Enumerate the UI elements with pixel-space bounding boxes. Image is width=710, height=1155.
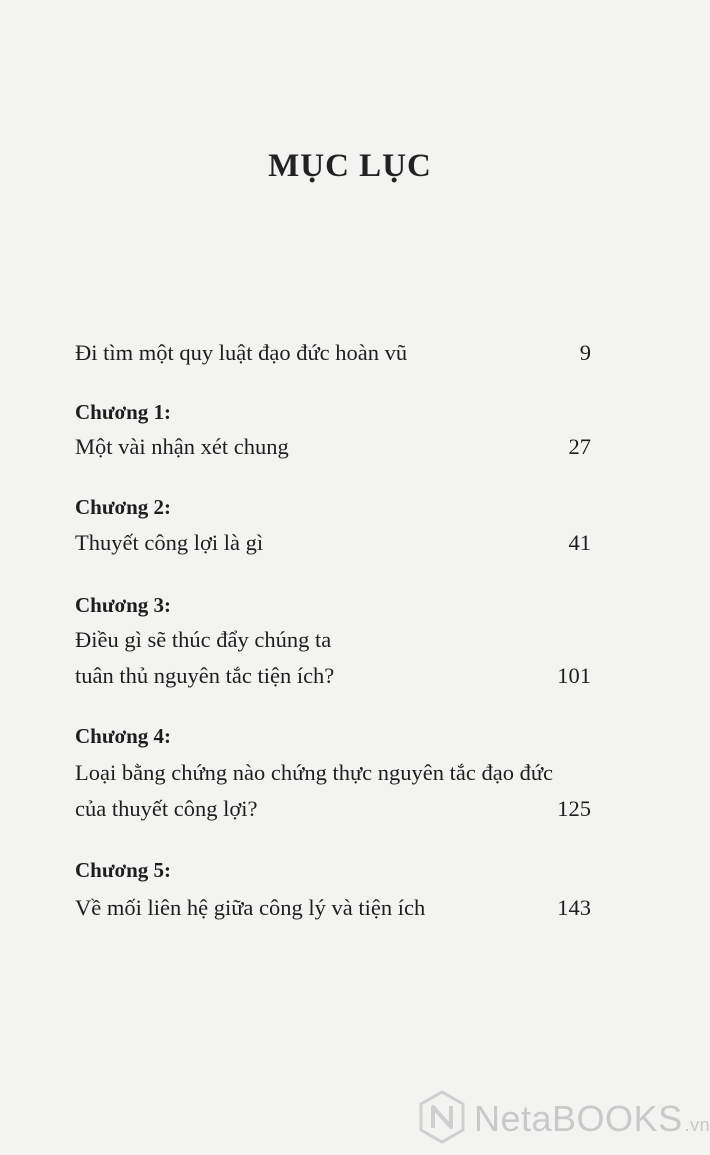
netabooks-watermark bbox=[418, 1090, 710, 1144]
toc-entry-title: Loại bằng chứng nào chứng thực nguyên tắc đạo đức bbox=[75, 760, 554, 785]
toc-entry-chapter-3-line-1[interactable] bbox=[75, 625, 591, 655]
toc-entry-title: Đi tìm một quy luật đạo đức hoàn vũ bbox=[75, 340, 408, 365]
toc-entry-chapter-4-line-1[interactable] bbox=[75, 758, 591, 788]
toc-entry-intro[interactable] bbox=[75, 338, 591, 368]
toc-entry-chapter-5[interactable] bbox=[75, 893, 591, 923]
toc-entry-chapter-3-line-2[interactable] bbox=[75, 661, 591, 691]
watermark-suffix: .vn bbox=[684, 1115, 710, 1135]
chapter-1-label: Chương 1: bbox=[75, 400, 171, 424]
toc-entry-title: Điều gì sẽ thúc đẩy chúng ta bbox=[75, 627, 332, 652]
chapter-3-label: Chương 3: bbox=[75, 593, 171, 617]
toc-entry-page: 9 bbox=[579, 340, 591, 365]
toc-entry-title: Thuyết công lợi là gì bbox=[75, 530, 264, 555]
watermark-brand: NetaBOOKS bbox=[474, 1098, 683, 1139]
page-title: MỤC LỤC bbox=[268, 148, 432, 184]
toc-entry-page: 143 bbox=[557, 895, 591, 920]
toc-entry-chapter-2[interactable] bbox=[75, 528, 591, 558]
chapter-2-label: Chương 2: bbox=[75, 495, 171, 519]
toc-entry-page: 125 bbox=[557, 796, 591, 821]
toc-entry-chapter-4-line-2[interactable] bbox=[75, 794, 591, 824]
toc-entry-page: 41 bbox=[568, 530, 591, 555]
toc-entry-title: tuân thủ nguyên tắc tiện ích? bbox=[75, 663, 335, 688]
toc-entry-page: 27 bbox=[568, 434, 591, 459]
toc-entry-title: Một vài nhận xét chung bbox=[75, 434, 289, 459]
toc-entry-title: của thuyết công lợi? bbox=[75, 796, 258, 821]
toc-entry-chapter-1[interactable] bbox=[75, 432, 591, 462]
netabooks-logo-icon bbox=[418, 1090, 466, 1144]
toc-entry-title: Về mối liên hệ giữa công lý và tiện ích bbox=[75, 895, 426, 920]
chapter-5-label: Chương 5: bbox=[75, 858, 171, 882]
toc-entry-page: 101 bbox=[557, 663, 591, 688]
chapter-4-label: Chương 4: bbox=[75, 724, 171, 748]
